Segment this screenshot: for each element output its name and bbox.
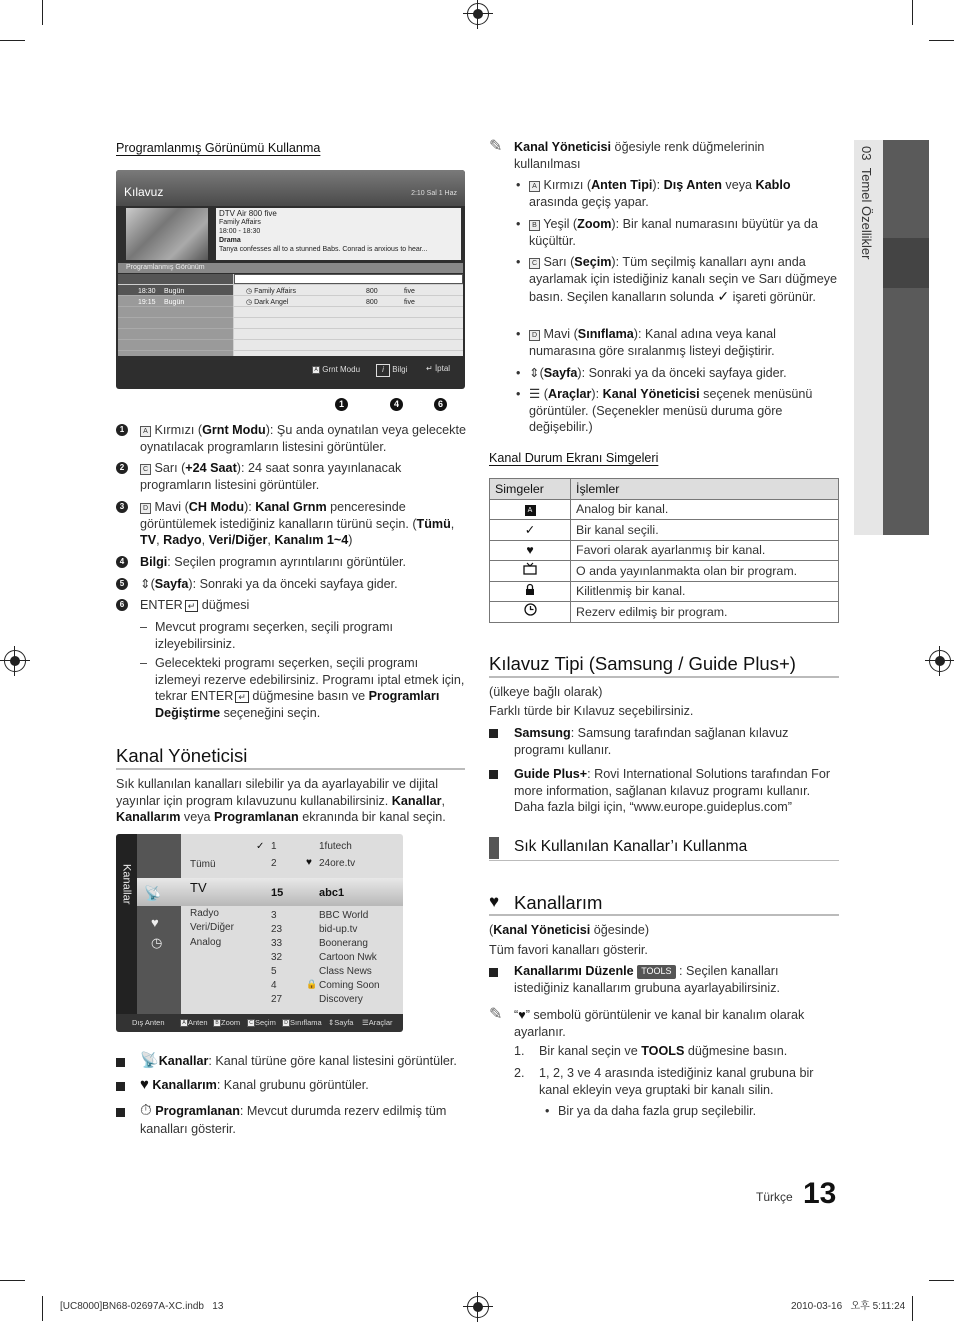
d-key-icon: D: [140, 503, 151, 514]
section-tab-marker: [883, 238, 929, 288]
samsung-guide-item: Samsung: Samsung tarafından sağlanan kılavuz programı kullanır.: [514, 726, 789, 757]
section-tab-label: 03 Temel Özellikler: [859, 146, 875, 260]
edit-my-channels-item: Kanallarımı Düzenle TOOLS : Seçilen kanalları istediğiniz kanallarım grubuna ayarlayabilirsiniz.: [514, 964, 780, 995]
channel-names: BBC World bid-up.tv Boonerang Cartoon Nwk Class News Coming Soon Discovery: [319, 910, 380, 1005]
registration-mark: [467, 3, 489, 25]
channel-manager-screenshot: [116, 834, 403, 1032]
guide-row-time: 19:15: [138, 299, 156, 306]
guide-row-time: 18:30: [138, 288, 156, 295]
item-number: 3: [116, 501, 128, 513]
iptal-button[interactable]: ↵ İptal: [426, 364, 451, 373]
step-2: 1, 2, 3 ve 4 arasında istediğiniz kanal grubuna bir kanal ekleyin veya gruptaki bir kanalı silin.: [539, 1066, 814, 1097]
timer-icon: ⏱: [140, 1102, 152, 1119]
language-label: Türkçe: [756, 1190, 793, 1204]
heart-icon: ♥: [518, 1008, 526, 1022]
footer-b-button[interactable]: B Zoom: [213, 1014, 240, 1032]
kanal-item-2: ♥ Kanallarım: Kanal grubunu görüntüler.: [140, 1076, 369, 1093]
a-key-icon: A: [140, 426, 151, 437]
channel-numbers: 3 23 33 32 5 4 27: [271, 910, 283, 1005]
kanallarim-context: (Kanal Yöneticisi öğesinde): [489, 923, 650, 937]
program-channel: DTV Air 800 five: [219, 209, 277, 218]
table-row: Rezerv edilmiş bir program.: [490, 602, 839, 623]
col-header-actions: İşlemler: [571, 479, 839, 500]
selected-channel-number: 15: [271, 887, 284, 899]
guide-screen-clock: 2:10 Sal 1 Haz: [411, 190, 457, 197]
crop-mark: [0, 1280, 25, 1281]
guideplus-item: Guide Plus+: Rovi International Solutions tarafından For more information, sağlanan kılavuz programı kullanır. Daha fazla bilgi için, “www.europe.guideplus.com”: [514, 767, 831, 815]
program-genre: Drama: [219, 237, 241, 244]
kanal-yoneticisi-intro: Sık kullanılan kanalları silebilir ya da ayarlayabilir ve dijital yayınlar için program kılavuzunu kullanabilirsiniz. Kanallar, Kanallarım veya Programlanan ekranında bir kanal seçin.: [116, 777, 446, 825]
program-desc: Tanya confesses all to a stunned Babs. Conrad is anxious to hear...: [219, 246, 428, 253]
green-button-note: B Yeşil (Zoom): Bir kanal numarasını büyütür ya da küçültür.: [529, 217, 818, 248]
footer-page-button[interactable]: ⇕Sayfa: [328, 1018, 354, 1027]
note-pencil-icon: ✎: [489, 138, 503, 155]
guide-item-3: D Mavi (CH Modu): Kanal Grnm penceresinde görüntülemek istediğiniz kanalların türünü seçin. (Tümü, TV, Radyo, Veri/Diğer, Kanalım 1~4): [140, 500, 455, 548]
registration-mark: [4, 650, 26, 672]
crop-mark: [929, 40, 954, 41]
crop-mark: [42, 0, 43, 25]
guide-screen-title: Kılavuz: [124, 185, 164, 199]
footer-tools-button[interactable]: ☰Araçlar: [362, 1018, 393, 1027]
table-row: Kilitlenmiş bir kanal.: [490, 581, 839, 602]
step-1: Bir kanal seçin ve TOOLS düğmesine basın.: [539, 1044, 788, 1058]
col-header-icons: Simgeler: [490, 479, 571, 500]
type-analog[interactable]: Analog: [190, 937, 222, 948]
guide-item-1: A Kırmızı (Grnt Modu): Şu anda oynatılan veya gelecekte oynatılacak programların listesini görüntüler.: [140, 423, 466, 454]
page-number: 13: [803, 1177, 837, 1210]
guide-screenshot: [116, 170, 465, 389]
guide-row-day: Bugün: [164, 288, 185, 295]
program-name: Family Affairs: [219, 219, 261, 226]
b-key-icon: B: [529, 220, 540, 231]
note-pencil-icon: ✎: [489, 1006, 503, 1023]
callout-4: 4: [390, 398, 403, 411]
table-row: ✓ Bir kanal seçili.: [490, 520, 839, 541]
item-number: 2: [116, 462, 128, 474]
guide-item-2: C Sarı (+24 Saat): 24 saat sonra yayınlanacak programların listesini görüntüler.: [140, 461, 402, 492]
page-updown-icon: ⇕: [140, 577, 151, 591]
heart-icon: ♥: [489, 892, 500, 911]
callout-6: 6: [434, 398, 447, 411]
item-number: 5: [116, 578, 128, 590]
step-bullet: Bir ya da daha fazla grup seçilebilir.: [558, 1104, 757, 1118]
guide-row-channel: 800: [366, 299, 378, 306]
check-icon: ✓: [717, 288, 730, 305]
check-icon: ✓: [256, 841, 265, 852]
channel-number: 2: [271, 858, 277, 869]
c-key-icon: C: [529, 258, 540, 269]
table-row: A Analog bir kanal.: [490, 499, 839, 520]
dash-note-1: Mevcut programı seçerken, seçili programı izleyebilirsiniz.: [155, 620, 393, 651]
kanallarim-title: Kanallarım: [514, 892, 603, 913]
clock-icon: [490, 602, 571, 623]
heart-symbol-note: “♥” sembolü görüntülenir ve kanal bir kanalım olarak ayarlanır.: [514, 1008, 805, 1039]
item-number: 1: [116, 424, 128, 436]
blue-button-note: D Mavi (Sınıflama): Kanal adına veya kanal numarasına göre sıralanmış listeyi değiştirir.: [529, 327, 776, 358]
crop-mark: [912, 1296, 913, 1321]
crop-mark: [42, 1296, 43, 1321]
bilgi-button[interactable]: i Bilgi: [376, 364, 407, 377]
type-all[interactable]: Tümü: [190, 859, 216, 870]
type-tv[interactable]: TV: [190, 880, 207, 895]
page-button-note: ⇕(Sayfa): Sonraki ya da önceki sayfaya gider.: [529, 366, 787, 380]
guide-row-title[interactable]: ◷ Family Affairs: [246, 288, 296, 295]
guide-item-5: ⇕(Sayfa): Sonraki ya da önceki sayfaya gider.: [140, 577, 398, 591]
clock-tab-icon[interactable]: ◷: [151, 935, 163, 950]
registration-mark: [467, 1296, 489, 1318]
footer-antenna-type: Dış Anten: [132, 1018, 165, 1027]
kanal-item-1: 📡Kanallar: Kanal türüne göre kanal listesini görüntüler.: [140, 1052, 457, 1069]
tools-icon: ☰: [529, 387, 541, 401]
guide-heading: Programlanmış Görünümü Kullanma: [116, 141, 321, 155]
crop-mark: [0, 40, 25, 41]
print-date: 2010-03-16 오후 5:11:24: [791, 1301, 906, 1312]
kanal-yoneticisi-title: Kanal Yöneticisi: [116, 745, 248, 766]
section-tab-bar: [883, 140, 929, 535]
dash-note-2: Gelecekteki programı seçerken, seçili programı izlemeyi rezerve edebilirsiniz. Programı iptal etmek için, tekrar ENTER ↵ düğmesine basın ve Programları Değiştirme seçeneğini seçin.: [155, 656, 465, 720]
tv-icon: [490, 561, 571, 582]
d-key-icon: D: [529, 330, 540, 341]
guide-item-6: ENTER ↵ düğmesi: [140, 598, 250, 612]
status-icons-table: [489, 478, 839, 623]
guide-item-4: Bilgi: Seçilen programın ayrıntılarını görüntüler.: [140, 555, 406, 569]
channel-name[interactable]: 1futech: [319, 841, 352, 852]
crop-mark: [912, 0, 913, 25]
info-icon: i: [376, 364, 390, 377]
heart-tab-icon[interactable]: ♥: [151, 915, 159, 930]
guide-row-name: five: [404, 299, 415, 306]
guide-section-label: Programlanmış Görünüm: [118, 263, 463, 273]
guide-row-name: five: [404, 288, 415, 295]
red-button-note: A Kırmızı (Anten Tipi): Dış Anten veya Kablo arasında geçiş yapar.: [529, 178, 791, 209]
step-number: 1.: [514, 1044, 525, 1058]
type-data[interactable]: Veri/Diğer: [190, 922, 234, 933]
enter-icon: ↵: [426, 364, 433, 373]
lock-icon: [490, 581, 571, 602]
enter-icon: ↵: [185, 600, 199, 612]
satellite-icon: 📡: [140, 1052, 159, 1069]
page-updown-icon: ⇕: [529, 366, 540, 380]
guide-row-title[interactable]: ◷ Dark Angel: [246, 299, 289, 306]
table-row: ♥ Favori olarak ayarlanmış bir kanal.: [490, 540, 839, 561]
tools-button-note: ☰ (Araçlar): Kanal Yöneticisi seçenek menüsünü görüntüler. (Seçenekler menüsü duruma göre değişebilir.): [529, 387, 813, 435]
footer-c-button[interactable]: C Seçim: [247, 1014, 276, 1032]
channel-screen-side-label: Kanallar: [120, 864, 133, 905]
guide-row-day: Bugün: [164, 299, 185, 306]
guide-type-title: Kılavuz Tipi (Samsung / Guide Plus+): [489, 653, 796, 674]
channel-number: 1: [271, 841, 277, 852]
lock-icon: 🔒: [306, 979, 318, 989]
item-number: 6: [116, 599, 128, 611]
selected-channel-name[interactable]: abc1: [319, 887, 345, 899]
crop-mark: [929, 1280, 954, 1281]
heart-icon: ♥: [490, 540, 571, 561]
callout-1: 1: [335, 398, 348, 411]
guide-type-intro: Farklı türde bir Kılavuz seçebilirsiniz.: [489, 704, 694, 718]
c-key-icon: C: [140, 464, 151, 475]
guide-row-channel: 800: [366, 288, 378, 295]
yellow-button-note: C Sarı (Seçim): Tüm seçilmiş kanalları aynı anda ayarlamak için istediğiniz kanalı seçin ve Sarı düğmeye basın. Seçilen kanalların solunda ✓ işareti görünür.: [529, 255, 837, 305]
file-info: [UC8000]BN68-02697A-XC.indb 13: [60, 1301, 224, 1312]
heart-icon: ♥: [140, 1076, 149, 1093]
program-time: 18:00 - 18:30: [219, 228, 261, 235]
tools-badge: TOOLS: [637, 965, 675, 979]
favorites-subheading: Sık Kullanılan Kanallar’ı Kullanma: [514, 838, 748, 855]
table-row: O anda yayınlanmakta olan bir program.: [490, 561, 839, 582]
program-thumbnail: [126, 208, 208, 260]
item-number: 4: [116, 556, 128, 568]
guide-type-note: (ülkeye bağlı olarak): [489, 685, 603, 699]
a-key-icon: A: [529, 181, 540, 192]
kanal-item-3: ⏱ Programlanan: Mevcut durumda rezerv edilmiş tüm kanalları gösterir.: [140, 1102, 447, 1136]
heart-icon: ♥: [306, 857, 312, 868]
channel-name[interactable]: 24ore.tv: [319, 858, 356, 869]
step-number: 2.: [514, 1066, 525, 1080]
kanallarim-desc: Tüm favori kanalları gösterir.: [489, 943, 648, 957]
check-icon: ✓: [490, 520, 571, 541]
footer-d-button[interactable]: D Sınıflama: [282, 1014, 322, 1032]
registration-mark: [929, 650, 951, 672]
color-buttons-note: Kanal Yöneticisi öğesiyle renk düğmelerinin kullanılması: [514, 140, 765, 171]
enter-icon: ↵: [235, 691, 249, 703]
grnt-modu-button[interactable]: A Grnt Modu: [312, 365, 360, 376]
channels-tab-icon[interactable]: 📡: [144, 885, 162, 901]
footer-a-button[interactable]: A Anten: [180, 1014, 208, 1032]
type-radio[interactable]: Radyo: [190, 908, 219, 919]
status-icons-heading: Kanal Durum Ekranı Simgeleri: [489, 451, 659, 465]
analog-icon: A: [525, 505, 536, 516]
